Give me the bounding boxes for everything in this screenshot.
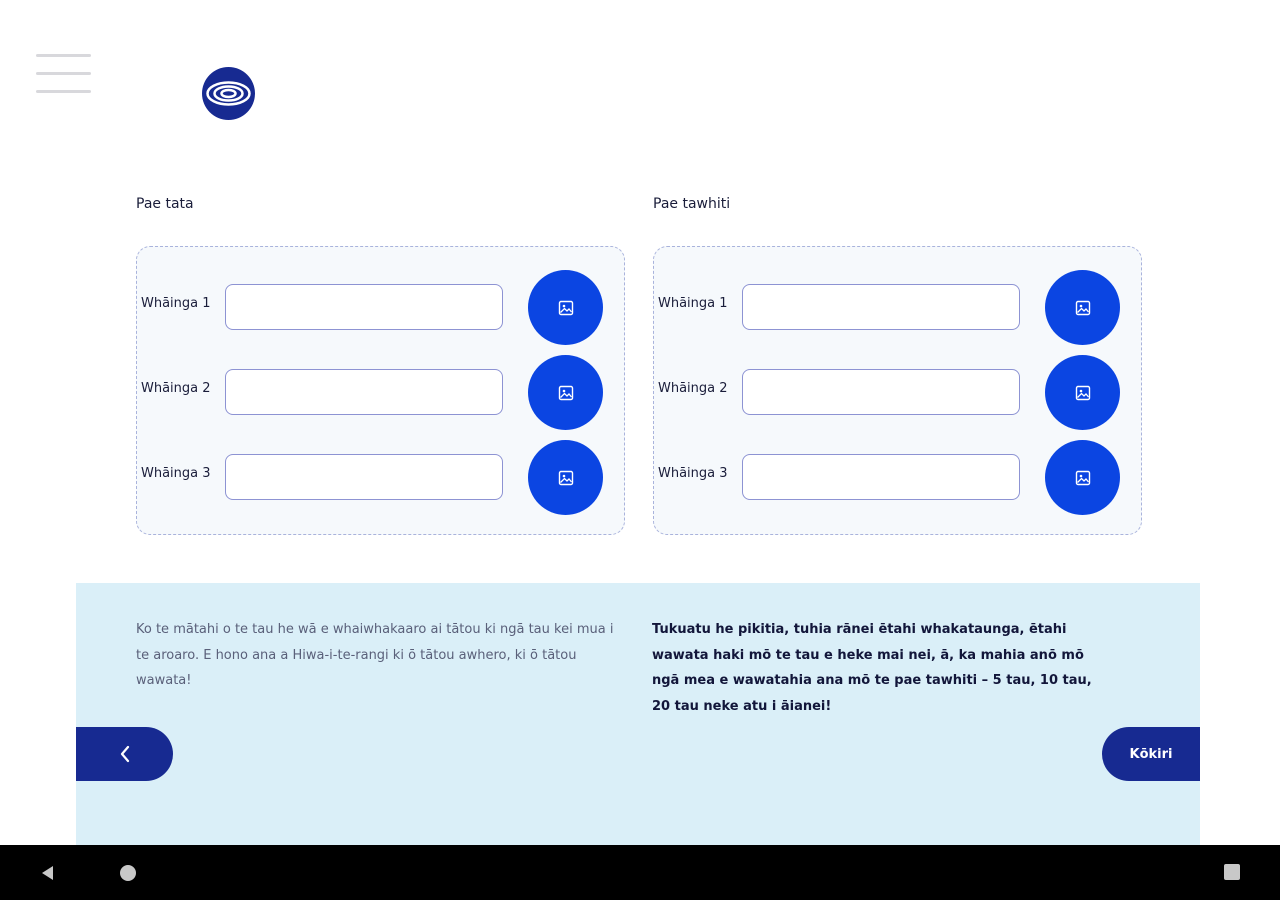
system-nav-bar <box>0 845 1280 900</box>
goal-label: Whāinga 2 <box>658 381 728 396</box>
goal-input-1[interactable] <box>742 284 1020 330</box>
section-title-pae-tata: Pae tata <box>136 196 194 212</box>
goal-label: Whāinga 1 <box>658 296 728 311</box>
image-icon <box>1075 470 1091 486</box>
goal-label: Whāinga 3 <box>141 466 211 481</box>
next-button[interactable]: Kōkiri <box>1102 727 1200 781</box>
add-image-button-3[interactable] <box>528 440 603 515</box>
goal-input-2[interactable] <box>742 369 1020 415</box>
back-button[interactable] <box>76 727 173 781</box>
image-icon <box>558 385 574 401</box>
add-image-button-1[interactable] <box>1045 270 1120 345</box>
menu-line <box>36 90 91 93</box>
goal-input-3[interactable] <box>225 454 503 500</box>
image-icon <box>1075 300 1091 316</box>
section-title-pae-tawhiti: Pae tawhiti <box>653 196 731 212</box>
goal-input-2[interactable] <box>225 369 503 415</box>
hamburger-menu-icon[interactable] <box>36 54 91 94</box>
add-image-button-2[interactable] <box>1045 355 1120 430</box>
logo-icon <box>202 67 255 120</box>
image-icon <box>1075 385 1091 401</box>
goal-input-3[interactable] <box>742 454 1020 500</box>
home-circle-icon[interactable] <box>120 865 136 881</box>
goal-label: Whāinga 1 <box>141 296 211 311</box>
add-image-button-2[interactable] <box>528 355 603 430</box>
goal-card-pae-tata <box>136 246 625 535</box>
recents-square-icon[interactable] <box>1224 864 1240 880</box>
instruction-text: Tukuatu he pikitia, tuhia rānei ētahi whakataunga, ētahi wawata haki mō te tau e heke mai nei, ā, ka mahia anō mō ngā mea e wawatahia ana mō te pae tawhiti – 5 tau, 10 tau, 20 tau neke atu i āianei! <box>652 622 1092 714</box>
goal-input-1[interactable] <box>225 284 503 330</box>
add-image-button-1[interactable] <box>528 270 603 345</box>
chevron-left-icon <box>119 745 131 763</box>
back-triangle-icon[interactable] <box>38 863 58 883</box>
menu-line <box>36 72 91 75</box>
add-image-button-3[interactable] <box>1045 440 1120 515</box>
goal-card-pae-tawhiti <box>653 246 1142 535</box>
menu-line <box>36 54 91 57</box>
goal-label: Whāinga 3 <box>658 466 728 481</box>
info-panel <box>76 583 1200 845</box>
image-icon <box>558 300 574 316</box>
intro-text: Ko te mātahi o te tau he wā e whaiwhakaaro ai tātou ki ngā tau kei mua i te aroaro. E hono ana a Hiwa-i-te-rangi ki ō tātou awhero, ki ō tātou wawata! <box>136 622 614 688</box>
image-icon <box>558 470 574 486</box>
goal-label: Whāinga 2 <box>141 381 211 396</box>
